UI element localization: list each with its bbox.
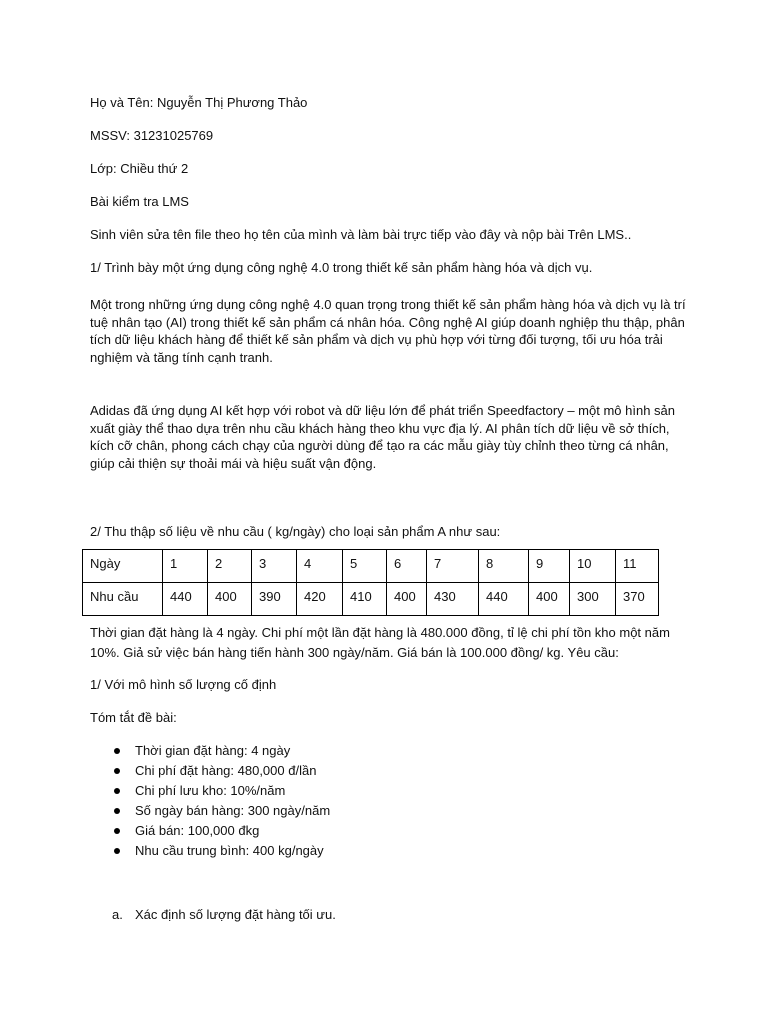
list-item bbox=[90, 801, 330, 821]
table-cell: 440 bbox=[479, 583, 529, 616]
table-cell: 4 bbox=[297, 550, 343, 583]
table-cell: 390 bbox=[252, 583, 297, 616]
table-cell: 7 bbox=[427, 550, 479, 583]
table-cell: 9 bbox=[529, 550, 570, 583]
table-cell: Ngày bbox=[83, 550, 163, 583]
list-item-text: Chi phí lưu kho: 10%/năm bbox=[135, 783, 286, 798]
list-item-text: Chi phí đặt hàng: 480,000 đ/lần bbox=[135, 763, 317, 778]
bullet-icon bbox=[114, 768, 120, 774]
question1-title: 1/ Trình bày một ứng dụng công nghệ 4.0 trong thiết kế sản phẩm hàng hóa và dịch vụ. bbox=[90, 260, 593, 275]
table-cell: 400 bbox=[208, 583, 252, 616]
question2-title: 2/ Thu thập số liệu về nhu cầu ( kg/ngày) cho loại sản phẩm A như sau: bbox=[90, 524, 501, 539]
table-cell: 430 bbox=[427, 583, 479, 616]
table-cell: 370 bbox=[616, 583, 659, 616]
table-cell: 300 bbox=[570, 583, 616, 616]
list-item bbox=[90, 781, 330, 801]
summary-list bbox=[90, 741, 330, 861]
sub-question-1-title: 1/ Với mô hình số lượng cố định bbox=[90, 677, 277, 692]
list-item bbox=[90, 761, 330, 781]
table-cell: 3 bbox=[252, 550, 297, 583]
table-cell: 400 bbox=[529, 583, 570, 616]
bullet-icon bbox=[114, 788, 120, 794]
question1-paragraph-1: Một trong những ứng dụng công nghệ 4.0 quan trọng trong thiết kế sản phẩm hàng hóa và dịch vụ là trí tuệ nhân tạo (AI) trong thiết kế sản phẩm cá nhân hóa. Công nghệ AI giúp doanh nghiệp thu thập, phân tích dữ liệu khách hàng để thiết kế sản phẩm và dịch vụ phù hợp với từng đối tượng, tối ưu hóa trải nghiệm và tăng tính cạnh tranh. bbox=[90, 297, 686, 365]
question1-paragraph-2: Adidas đã ứng dụng AI kết hợp với robot và dữ liệu lớn để phát triển Speedfactory – một mô hình sản xuất giày thể thao dựa trên nhu cầu khách hàng theo khu vực địa lý. AI phân tích dữ liệu về sở thích, kích cỡ chân, phong cách chạy của người dùng để tạo ra các mẫu giày tùy chỉnh theo từng cá nhân, giúp cải thiện sự thoải mái và hiệu suất vận động. bbox=[90, 403, 675, 471]
demand-table bbox=[82, 549, 659, 616]
class-line: Lớp: Chiều thứ 2 bbox=[90, 161, 189, 176]
bullet-icon bbox=[114, 828, 120, 834]
table-row-days bbox=[83, 550, 659, 583]
table-cell: 6 bbox=[387, 550, 427, 583]
table-cell: 420 bbox=[297, 583, 343, 616]
question2-conditions: Thời gian đặt hàng là 4 ngày. Chi phí một lần đặt hàng là 480.000 đồng, tỉ lệ chi phí tồn kho một năm 10%. Giả sử việc bán hàng tiến hành 300 ngày/năm. Giá bán là 100.000 đồng/ kg. Yêu cầu: bbox=[90, 625, 670, 660]
list-item-text: Giá bán: 100,000 đkg bbox=[135, 823, 260, 838]
bullet-icon bbox=[114, 748, 120, 754]
list-item-text: Nhu cầu trung bình: 400 kg/ngày bbox=[135, 843, 324, 858]
table-cell: 10 bbox=[570, 550, 616, 583]
bullet-icon bbox=[114, 808, 120, 814]
table-cell: 5 bbox=[343, 550, 387, 583]
table-cell: 2 bbox=[208, 550, 252, 583]
table-cell: 11 bbox=[616, 550, 659, 583]
part-a-marker: a. bbox=[112, 907, 123, 922]
table-cell: 440 bbox=[163, 583, 208, 616]
part-a bbox=[112, 906, 336, 923]
instruction-line: Sinh viên sửa tên file theo họ tên của mình và làm bài trực tiếp vào đây và nộp bài Trên LMS.. bbox=[90, 227, 632, 242]
test-title: Bài kiểm tra LMS bbox=[90, 194, 189, 209]
list-item bbox=[90, 741, 330, 761]
list-item bbox=[90, 841, 330, 861]
part-a-text: Xác định số lượng đặt hàng tối ưu. bbox=[135, 907, 336, 922]
table-cell: Nhu cầu bbox=[83, 583, 163, 616]
table-cell: 8 bbox=[479, 550, 529, 583]
table-cell: 400 bbox=[387, 583, 427, 616]
table-cell: 410 bbox=[343, 583, 387, 616]
list-item-text: Số ngày bán hàng: 300 ngày/năm bbox=[135, 803, 331, 818]
list-item-text: Thời gian đặt hàng: 4 ngày bbox=[135, 743, 291, 758]
bullet-icon bbox=[114, 848, 120, 854]
table-row-demand bbox=[83, 583, 659, 616]
summary-title: Tóm tắt đề bài: bbox=[90, 710, 177, 725]
list-item bbox=[90, 821, 330, 841]
table-cell: 1 bbox=[163, 550, 208, 583]
student-name-line: Họ và Tên: Nguyễn Thị Phương Thảo bbox=[90, 95, 308, 110]
student-id-line: MSSV: 31231025769 bbox=[90, 128, 214, 143]
